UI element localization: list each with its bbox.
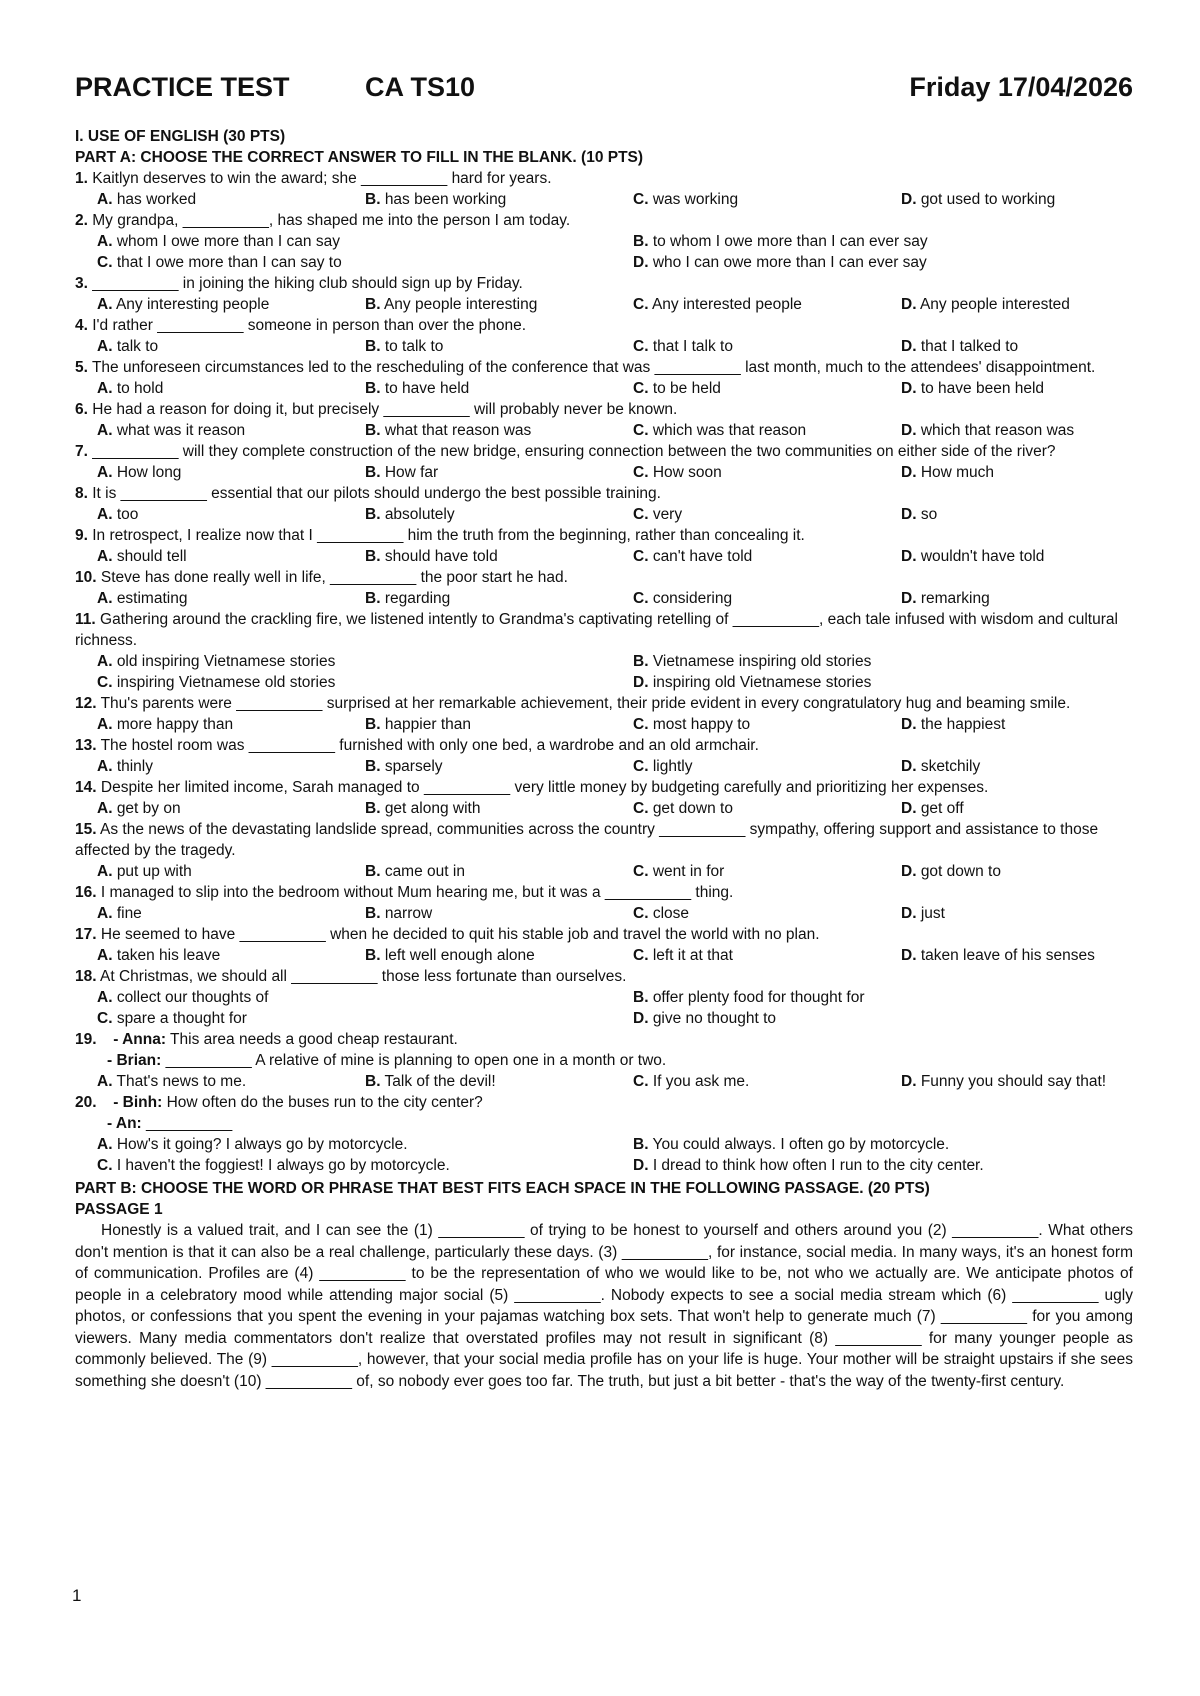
question-number: 3. [75,275,88,292]
question-15 [75,819,1133,882]
question-9 [75,525,1133,567]
question-stem [75,315,1133,336]
answer-options [75,378,1133,399]
option-d[interactable]: D. Funny you should say that! [901,1073,1107,1090]
option-c[interactable]: C. Any interested people [633,296,802,313]
option-c[interactable]: C. that I owe more than I can say to [97,254,342,271]
question-number: 8. [75,485,88,502]
option-b[interactable]: B. should have told [365,548,498,565]
question-10 [75,567,1133,609]
question-text: He had a reason for doing it, but precisely __________ will probably never be known. [92,401,678,418]
option-d[interactable]: D. give no thought to [633,1010,777,1027]
option-c[interactable]: C. inspiring Vietnamese old stories [97,674,336,691]
page-number: 1 [72,1586,82,1605]
option-a[interactable]: A. get by on [97,800,181,817]
option-c[interactable]: C. that I talk to [633,338,733,355]
question-stem [75,882,1133,903]
option-a[interactable]: A. more happy than [97,716,234,733]
option-d[interactable]: D. get off [901,800,964,817]
question-20 [75,1092,1133,1176]
question-text: The hostel room was __________ furnished with only one bed, a wardrobe and an old armchair. [100,737,759,754]
question-2 [75,210,1133,273]
option-b[interactable]: B. happier than [365,716,471,733]
question-number: 7. [75,443,88,460]
question-stem [75,966,1133,987]
option-a[interactable]: A. How's it going? I always go by motorcycle. [97,1136,408,1153]
question-4 [75,315,1133,357]
answer-options [75,987,1133,1029]
answer-options [75,1134,1133,1176]
option-a[interactable]: A. talk to [97,338,159,355]
answer-options [75,231,1133,273]
option-b[interactable]: B. left well enough alone [365,947,535,964]
question-number: 19. [75,1031,97,1048]
answer-options [75,798,1133,819]
option-c[interactable]: C. to be held [633,380,721,397]
question-stem [75,525,1133,546]
option-a[interactable]: A. old inspiring Vietnamese stories [97,653,336,670]
question-number: 13. [75,737,97,754]
option-c[interactable]: C. can't have told [633,548,753,565]
question-number: 5. [75,359,88,376]
option-c[interactable]: C. considering [633,590,733,607]
option-d[interactable]: D. to have been held [901,380,1045,397]
question-number: 9. [75,527,88,544]
option-a[interactable]: A. How long [97,464,182,481]
question-number: 2. [75,212,88,229]
option-a[interactable]: A. fine [97,905,142,922]
question-text: __________ in joining the hiking club should sign up by Friday. [92,275,523,292]
answer-options [75,861,1133,882]
option-a[interactable]: A. put up with [97,863,192,880]
option-d[interactable]: D. sketchily [901,758,981,775]
question-stem [75,399,1133,420]
question-13 [75,735,1133,777]
speaker-anna: - Anna: [113,1031,166,1048]
option-d[interactable]: D. inspiring old Vietnamese stories [633,674,872,691]
option-b[interactable]: B. came out in [365,863,465,880]
dialog-line: __________ A relative of mine is planning to open one in a month or two. [165,1052,667,1069]
option-d[interactable]: D. just [901,905,945,922]
question-8 [75,483,1133,525]
question-stem [75,819,1133,861]
option-c[interactable]: C. which was that reason [633,422,807,439]
question-text: The unforeseen circumstances led to the rescheduling of the conference that was __________ last month, much to the attendees' disappointment. [91,359,1096,376]
option-b[interactable]: B. get along with [365,800,481,817]
answer-options [75,1071,1133,1092]
header-code: CA TS10 [365,72,476,102]
question-stem [75,609,1133,651]
option-a[interactable]: A. taken his leave [97,947,221,964]
question-text: He seemed to have __________ when he decided to quit his stable job and travel the world with no plan. [100,926,820,943]
answer-options [75,504,1133,525]
option-a[interactable]: A. whom I owe more than I can say [97,233,340,250]
option-a[interactable]: A. to hold [97,380,164,397]
question-text: Steve has done really well in life, __________ the poor start he had. [100,569,568,586]
option-b[interactable]: B. what that reason was [365,422,532,439]
question-stem [75,567,1133,588]
question-19 [75,1029,1133,1092]
answer-options [75,546,1133,567]
option-a[interactable]: A. thinly [97,758,153,775]
option-c[interactable]: C. I haven't the foggiest! I always go by motorcycle. [97,1157,450,1174]
option-d[interactable]: D. which that reason was [901,422,1075,439]
option-b[interactable]: B. to talk to [365,338,444,355]
answer-options [75,651,1133,693]
question-text: My grandpa, __________, has shaped me into the person I am today. [92,212,571,229]
option-c[interactable]: C. get down to [633,800,733,817]
option-c[interactable]: C. most happy to [633,716,751,733]
header-date: Friday 17/04/2026 [909,72,1133,102]
question-stem [75,735,1133,756]
question-16 [75,882,1133,924]
passage-title: PASSAGE 1 [75,1201,163,1218]
option-c[interactable]: C. lightly [633,758,693,775]
question-text: It is __________ essential that our pilots should undergo the best possible training. [92,485,661,502]
option-d[interactable]: D. remarking [901,590,990,607]
question-stem [75,693,1133,714]
question-number: 18. [75,968,97,985]
question-number: 15. [75,821,97,838]
question-stem [75,441,1133,462]
answer-options [75,336,1133,357]
question-7 [75,441,1133,483]
question-number: 1. [75,170,88,187]
question-text: In retrospect, I realize now that I __________ him the truth from the beginning, rather than concealing it. [92,527,805,544]
answer-options [75,189,1133,210]
option-d[interactable]: D. the happiest [901,716,1006,733]
question-12 [75,693,1133,735]
option-a[interactable]: A. should tell [97,548,187,565]
option-b[interactable]: B. absolutely [365,506,455,523]
answer-options [75,420,1133,441]
speaker-an: - An: [107,1115,142,1132]
part-b-heading: PART B: CHOOSE THE WORD OR PHRASE THAT BEST FITS EACH SPACE IN THE FOLLOWING PASSAGE. (20 PTS) [75,1180,930,1197]
option-c[interactable]: C. very [633,506,683,523]
answer-options [75,588,1133,609]
answer-options [75,714,1133,735]
question-stem [75,924,1133,945]
option-b[interactable]: B. narrow [365,905,433,922]
question-stem [75,210,1133,231]
question-stem [75,483,1133,504]
option-b[interactable]: B. to have held [365,380,470,397]
dialog-line: __________ [146,1115,233,1132]
question-number: 4. [75,317,88,334]
question-11 [75,609,1133,693]
option-c[interactable]: C. If you ask me. [633,1073,750,1090]
speaker-binh: - Binh: [113,1094,163,1111]
answer-options [75,756,1133,777]
question-text: __________ will they complete construction of the new bridge, ensuring connection between the two communities on either side of the river? [92,443,1056,460]
option-a[interactable]: A. what was it reason [97,422,246,439]
option-a[interactable]: A. has worked [97,191,197,208]
question-number: 10. [75,569,97,586]
option-b[interactable]: B. to whom I owe more than I can ever say [633,233,928,250]
question-text: As the news of the devastating landslide spread, communities across the country __________ sympathy, offering support and assistance to those affected by the tragedy. [75,821,1099,859]
speaker-brian: - Brian: [107,1052,162,1069]
option-c[interactable]: C. left it at that [633,947,733,964]
question-5 [75,357,1133,399]
question-3 [75,273,1133,315]
question-stem [75,273,1133,294]
question-text: Thu's parents were __________ surprised at her remarkable achievement, their pride evident in every congratulatory hug and beaming smile. [100,695,1071,712]
question-18 [75,966,1133,1029]
option-d[interactable]: D. that I talked to [901,338,1019,355]
option-b[interactable]: B. Vietnamese inspiring old stories [633,653,872,670]
dialog-line: How often do the buses run to the city center? [166,1094,483,1111]
option-d[interactable]: D. taken leave of his senses [901,947,1095,964]
answer-options [75,294,1133,315]
option-c[interactable]: C. How soon [633,464,722,481]
option-b[interactable]: B. Talk of the devil! [365,1073,496,1090]
passage-text [75,1220,1133,1392]
question-text: At Christmas, we should all __________ those less fortunate than ourselves. [100,968,627,985]
test-header [75,72,1133,118]
option-b[interactable]: B. sparsely [365,758,443,775]
question-stem [75,357,1133,378]
option-c[interactable]: C. went in for [633,863,725,880]
question-text: I'd rather __________ someone in person than over the phone. [92,317,527,334]
option-d[interactable]: D. got used to working [901,191,1056,208]
option-a[interactable]: A. collect our thoughts of [97,989,269,1006]
option-a[interactable]: A. too [97,506,139,523]
option-b[interactable]: B. You could always. I often go by motorcycle. [633,1136,950,1153]
question-number: 12. [75,695,97,712]
question-number: 11. [75,611,96,628]
option-b[interactable]: B. How far [365,464,439,481]
option-d[interactable]: D. so [901,506,938,523]
question-17 [75,924,1133,966]
option-c[interactable]: C. spare a thought for [97,1010,247,1027]
question-6 [75,399,1133,441]
question-number: 6. [75,401,88,418]
question-text: I managed to slip into the bedroom without Mum hearing me, but it was a __________ thing. [100,884,734,901]
question-number: 17. [75,926,97,943]
passage-body: Honestly is a valued trait, and I can see the (1) __________ of trying to be honest to yourself and others around you (2) __________. What others don't mention is that it can also be a real challenge, particularly these days. (3) __________, for instance, social media. In many ways, it's an honest form of communication. Profiles are (4) __________ to be the representation of who we would like to be, not who we actually are. We anticipate photos of people in a celebratory mood while attending major social (5) __________. Nobody expects to see a social media stream which (6) __________ ugly photos, or confessions that you spent the evening in your pajamas watching box sets. That won't help to generate much (7) __________ for you among viewers. Many media commentators don't realize that overstated profiles may not result in significant (8) __________ for many younger people as commonly believed. The (9) __________, however, that your social media profile has on your life is huge. Your mother will be straight upstairs if she sees something she doesn't (10) __________ of, so nobody ever goes too far. The truth, but just a bit better - that's the way of the twenty-first century. [75,1222,1133,1390]
answer-options [75,462,1133,483]
option-d[interactable]: D. who I can owe more than I can ever say [633,254,927,271]
option-b[interactable]: B. regarding [365,590,451,607]
option-b[interactable]: B. has been working [365,191,507,208]
answer-options [75,945,1133,966]
option-c[interactable]: C. close [633,905,689,922]
option-a[interactable]: A. estimating [97,590,188,607]
part-a-heading: PART A: CHOOSE THE CORRECT ANSWER TO FILL IN THE BLANK. (10 PTS) [75,149,644,166]
question-number: 16. [75,884,97,901]
option-b[interactable]: B. offer plenty food for thought for [633,989,865,1006]
option-d[interactable]: D. How much [901,464,995,481]
question-1 [75,168,1133,210]
question-number: 14. [75,779,97,796]
question-list [75,168,1133,1029]
question-14 [75,777,1133,819]
answer-options [75,903,1133,924]
option-d[interactable]: D. got down to [901,863,1001,880]
question-text: Despite her limited income, Sarah managed to __________ very little money by budgeting carefully and prioritizing her expenses. [100,779,989,796]
question-number: 20. [75,1094,97,1111]
option-d[interactable]: D. I dread to think how often I run to the city center. [633,1157,984,1174]
question-stem [75,168,1133,189]
question-text: Kaitlyn deserves to win the award; she __________ hard for years. [92,170,552,187]
option-a[interactable]: A. Any interesting people [97,296,270,313]
question-text: Gathering around the crackling fire, we listened intently to Grandma's captivating retelling of __________, each tale infused with wisdom and cultural richness. [75,611,1118,649]
header-title: PRACTICE TEST [75,72,290,102]
option-b[interactable]: B. Any people interesting [365,296,538,313]
question-stem [75,777,1133,798]
option-d[interactable]: D. wouldn't have told [901,548,1045,565]
option-a[interactable]: A. That's news to me. [97,1073,247,1090]
option-d[interactable]: D. Any people interested [901,296,1070,313]
dialog-line: This area needs a good cheap restaurant. [170,1031,458,1048]
section-heading: I. USE OF ENGLISH (30 PTS) [75,128,286,145]
test-page [75,72,1133,1392]
option-c[interactable]: C. was working [633,191,739,208]
